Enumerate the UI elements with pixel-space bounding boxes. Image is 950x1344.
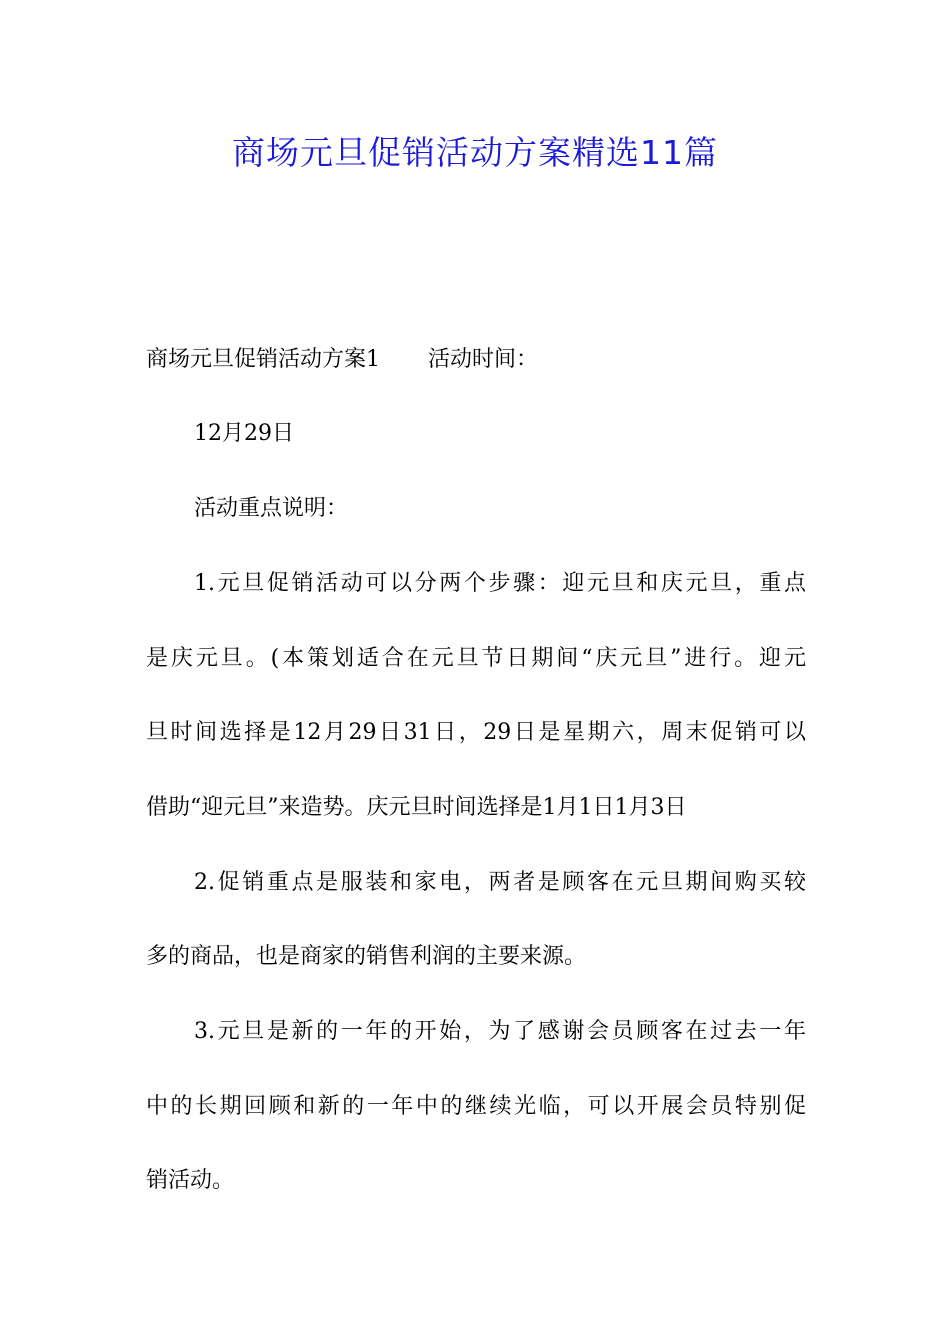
text-span: 活动时间： <box>428 347 539 372</box>
text-line: 借助“迎元旦”来造势。庆元旦时间选择是1月1日1月3日 <box>146 795 687 820</box>
document-title: 商场元旦促销活动方案精选11篇 <box>232 133 718 172</box>
text-line: 中的长期回顾和新的一年中的继续光临，可以开展会员特别促 <box>146 1094 806 1119</box>
text-line: 是庆元旦。(本策划适合在元旦节日期间“庆元旦”进行。迎元 <box>146 646 806 671</box>
text-line: 1.元旦促销活动可以分两个步骤：迎元旦和庆元旦，重点 <box>194 571 806 596</box>
text-line: 3.元旦是新的一年的开始，为了感谢会员顾客在过去一年 <box>194 1019 806 1044</box>
text-line: 活动重点说明： <box>194 496 349 521</box>
text-line: 旦时间选择是12月29日31日，29日是星期六，周末促销可以 <box>146 720 806 745</box>
section-heading: 商场元旦促销活动方案1 <box>146 347 380 372</box>
text-line: 12月29日 <box>194 421 294 446</box>
text-line: 销活动。 <box>146 1168 235 1193</box>
text-line <box>146 345 538 375</box>
text-line: 2.促销重点是服装和家电，两者是顾客在元旦期间购买较 <box>194 870 806 895</box>
text-line: 多的商品，也是商家的销售利润的主要来源。 <box>146 944 587 969</box>
